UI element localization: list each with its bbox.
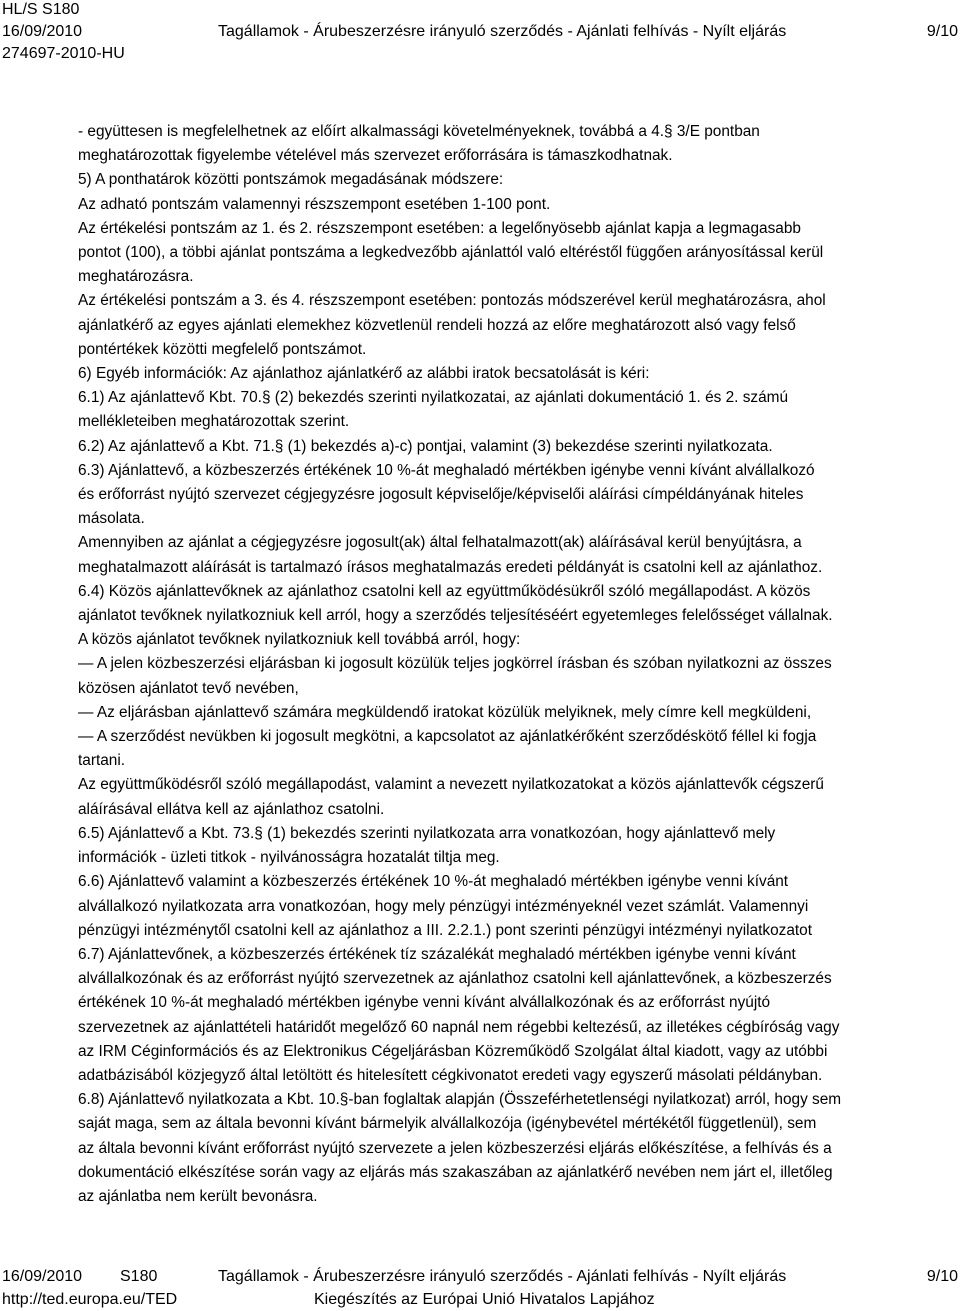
body-text-line: adatbázisából közjegyző által letöltött és hitelesített cégkivonatot eredeti vagy egyszerű másolati példányban. bbox=[78, 1066, 823, 1084]
body-text-line: 6.4) Közös ajánlattevőknek az ajánlathoz csatolni kell az együttműködésükről szóló megállapodást. A közös bbox=[78, 582, 811, 600]
body-text-line: dokumentáció elkészítése során vagy az eljárás más szakaszában az ajánlatkérő nevében nem járt el, illetőleg bbox=[78, 1163, 833, 1181]
body-text-line: Az együttműködésről szóló megállapodást, valamint a nevezett nyilatkozatokat a közös ajánlattevők cégszerű bbox=[78, 776, 824, 794]
body-text-line: az IRM Céginformációs és az Elektronikus Cégeljárásban Közreműködő Szolgálat által kiadott, vagy az utóbbi bbox=[78, 1042, 828, 1060]
body-text-line: saját maga, sem az általa bevonni kívánt bármelyik alvállalkozója (igénybevétel mértékétől függetlenül), sem bbox=[78, 1115, 817, 1133]
footer-page-number: 9/10 bbox=[926, 1268, 958, 1285]
body-text-line: meghatározottak figyelembe vételével más szervezet erőforrására is támaszkodhatnak. bbox=[78, 147, 673, 165]
header-document-id: 274697-2010-HU bbox=[2, 45, 125, 62]
body-text-line: — A szerződést nevükben ki jogosult megkötni, a kapcsolatot az ajánlatkérőként szerződéskötő féllel ki fogja bbox=[78, 728, 817, 746]
body-text-line: értékének 10 %-át meghaladó mértékben igénybe venni kívánt alvállalkozónak és az erőforrást nyújtó bbox=[78, 994, 771, 1012]
body-text-line: — Az eljárásban ajánlattevő számára megküldendő iratokat közülük melyiknek, mely címre kell megküldeni, bbox=[78, 703, 812, 721]
body-text-line: tartani. bbox=[78, 752, 126, 770]
header-title: Tagállamok - Árubeszerzésre irányuló szerződés - Ajánlati felhívás - Nyílt eljárás bbox=[218, 23, 787, 40]
footer-url: http://ted.europa.eu/TED bbox=[2, 1291, 178, 1308]
body-text-line: 6.3) Ajánlattevő, a közbeszerzés értékének 10 %-át meghaladó mértékben igénybe venni kívánt alvállalkozó bbox=[78, 461, 815, 479]
header-date: 16/09/2010 bbox=[2, 23, 83, 40]
body-text-line: Amennyiben az ajánlat a cégjegyzésre jogosult(ak) által felhatalmazott(ak) aláírásával kerül benyújtásra, a bbox=[78, 534, 802, 552]
header-series: HL/S S180 bbox=[2, 1, 80, 18]
body-text-line: - együttesen is megfelelhetnek az előírt alkalmassági követelményeknek, továbbá a 4.§ 3/E pontban bbox=[78, 123, 760, 140]
body-text-line: 6.2) Az ajánlattevő a Kbt. 71.§ (1) bekezdés a)-c) pontjai, valamint (3) bekezdése szerinti nyilatkozata. bbox=[78, 437, 773, 455]
body-text-line: 6.6) Ajánlattevő valamint a közbeszerzés értékének 10 %-át meghaladó mértékben igénybe venni kívánt bbox=[78, 873, 789, 891]
body-text-line: 6.5) Ajánlattevő a Kbt. 73.§ (1) bekezdés szerinti nyilatkozata arra vonatkozóan, hogy ajánlattevő mely bbox=[78, 824, 776, 842]
body-text-line: 6.1) Az ajánlattevő Kbt. 70.§ (2) bekezdés szerinti nyilatkozatai, az ajánlati dokumentáció 1. és 2. számú bbox=[78, 389, 789, 407]
body-text-line: 6.8) Ajánlattevő nyilatkozata a Kbt. 10.§-ban foglaltak alapján (Összeférhetetlenségi nyilatkozat) arról, hogy sem bbox=[78, 1091, 842, 1109]
body-text-line: Az értékelési pontszám a 3. és 4. részszempont esetében: pontozás módszerével kerül meghatározásra, ahol bbox=[78, 292, 826, 310]
body-text-line: ajánlatot tevőknek nyilatkozniuk kell arról, hogy a szerződés teljesítéséért egyetemleges felelősséget vállalnak. bbox=[78, 607, 833, 625]
body-text-line: másolata. bbox=[78, 510, 145, 528]
body-text-line: az általa bevonni kívánt erőforrást nyújtó szervezete a jelen közbeszerzési eljárás előkészítése, a felhívás és a bbox=[78, 1139, 832, 1157]
footer-date: 16/09/2010 bbox=[2, 1268, 83, 1285]
body-text-line: információk - üzleti titkok - nyilvánosságra hozatalát tiltja meg. bbox=[78, 849, 500, 867]
header-page-number: 9/10 bbox=[926, 23, 958, 40]
footer-publisher: Kiegészítés az Európai Unió Hivatalos Lapjához bbox=[314, 1291, 655, 1308]
body-text-line: közösen ajánlatot tevő nevében, bbox=[78, 679, 299, 697]
document-body bbox=[78, 120, 950, 1209]
body-text-line: és erőforrást nyújtó szervezet cégjegyzésre jogosult képviselője/képviselői aláírási címpéldányának hiteles bbox=[78, 486, 804, 504]
body-text-line: pénzügyi intézménytől csatolni kell az ajánlathoz a III. 2.2.1.) pont szerinti pénzügyi intézményi nyilatkozatot bbox=[78, 921, 813, 939]
body-text-line: Az adható pontszám valamennyi részszempont esetében 1-100 pont. bbox=[78, 195, 551, 213]
body-text-line: — A jelen közbeszerzési eljárásban ki jogosult közülük teljes jogkörrel írásban és szóban nyilatkozni az összes bbox=[78, 655, 832, 673]
body-text-line: az ajánlatba nem került bevonásra. bbox=[78, 1187, 318, 1205]
body-text-line: 5) A ponthatárok közötti pontszámok megadásának módszere: bbox=[78, 171, 504, 189]
body-text-line: Az értékelési pontszám az 1. és 2. részszempont esetében: a legelőnyösebb ajánlat kapja a legmagasabb bbox=[78, 219, 801, 237]
body-text-line: meghatározásra. bbox=[78, 268, 194, 286]
body-text-line: alvállalkozó nyilatkozata arra vonatkozóan, hogy mely pénzügyi intézményeknél vezet számlát. Valamennyi bbox=[78, 897, 809, 915]
body-text-line: szervezetnek az ajánlattételi határidőt megelőző 60 napnál nem régebbi keltezésű, az illetékes cégbíróság vagy bbox=[78, 1018, 840, 1036]
body-text-line: pontot (100), a többi ajánlat pontszáma a legkedvezőbb ajánlattól való eltéréstől függően arányosítással kerül bbox=[78, 244, 824, 262]
body-text-line: A közös ajánlatot tevőknek nyilatkozniuk kell továbbá arról, hogy: bbox=[78, 631, 521, 649]
footer-title: Tagállamok - Árubeszerzésre irányuló szerződés - Ajánlati felhívás - Nyílt eljárás bbox=[218, 1268, 787, 1285]
body-text-line: mellékleteiben meghatározottak szerint. bbox=[78, 413, 350, 431]
body-text-line: pontértékek közötti megfelelő pontszámot. bbox=[78, 340, 367, 358]
body-text-line: alvállalkozónak és az erőforrást nyújtó szervezetnek az ajánlathoz csatolni kell ajánlattevőnek, a közbeszerzés bbox=[78, 970, 832, 988]
body-text-line: meghatalmazott aláírását is tartalmazó írásos meghatalmazás eredeti példányát is csatolni kell az ajánlathoz. bbox=[78, 558, 823, 576]
footer-series: S180 bbox=[120, 1268, 158, 1285]
body-text-line: ajánlatkérő az egyes ajánlati elemekhez közvetlenül rendeli hozzá az előre meghatározott alsó vagy felső bbox=[78, 316, 796, 334]
body-text-line: 6) Egyéb információk: Az ajánlathoz ajánlatkérő az alábbi iratok becsatolását is kéri: bbox=[78, 365, 650, 383]
body-text-line: 6.7) Ajánlattevőnek, a közbeszerzés értékének tíz százalékát meghaladó mértékben igénybe venni kívánt bbox=[78, 945, 796, 963]
body-text-line: aláírásával ellátva kell az ajánlathoz csatolni. bbox=[78, 800, 385, 818]
